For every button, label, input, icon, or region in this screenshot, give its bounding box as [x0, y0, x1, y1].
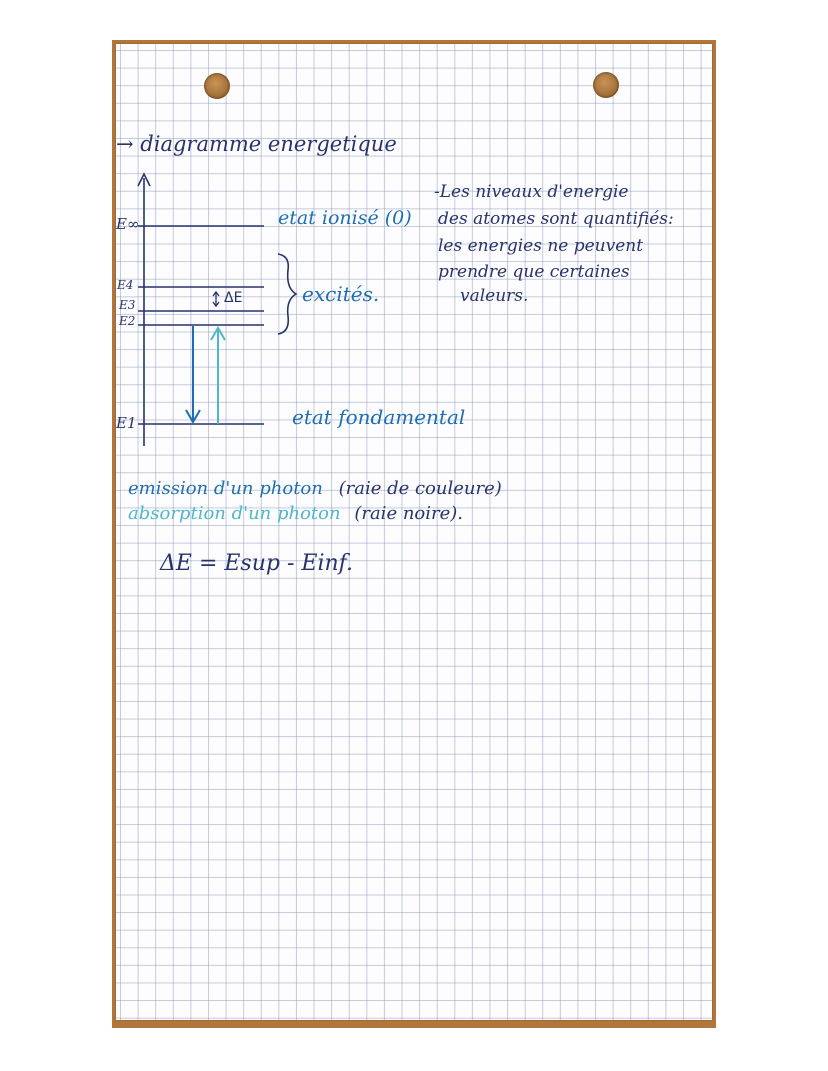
note-line-1: -Les niveaux d'energie — [434, 182, 629, 202]
absorption-text: absorption d'un photon — [128, 503, 341, 524]
absorption-line — [128, 503, 463, 524]
emission-line — [128, 478, 502, 499]
note-line-5: valeurs. — [460, 286, 529, 306]
level-label-e3: E3 — [119, 298, 136, 312]
heading-text: diagramme energetique — [140, 132, 397, 156]
note-line-2: des atomes sont quantifiés: — [438, 209, 674, 229]
state-fondamental-label: etat fondamental — [292, 405, 466, 429]
emission-text: emission d'un photon — [128, 478, 323, 499]
absorption-detail: (raie noire). — [354, 503, 464, 524]
level-label-e1: E1 — [116, 414, 137, 432]
delta-e-formula: ΔE = Esup - Einf. — [160, 551, 354, 576]
state-ionise-label: etat ionisé (0) — [278, 207, 412, 229]
arrow-right-icon: → — [116, 132, 134, 156]
level-label-e2: E2 — [119, 314, 136, 328]
note-line-3: les energies ne peuvent — [438, 236, 644, 256]
excited-brace-icon — [278, 254, 296, 334]
delta-e-label: ΔE — [224, 290, 243, 306]
state-excites-label: excités. — [302, 282, 380, 306]
level-label-e4: E4 — [117, 278, 134, 292]
note-line-4: prendre que certaines — [438, 262, 630, 282]
emission-detail: (raie de couleure) — [338, 478, 502, 499]
level-label-einf: E∞ — [116, 215, 140, 233]
